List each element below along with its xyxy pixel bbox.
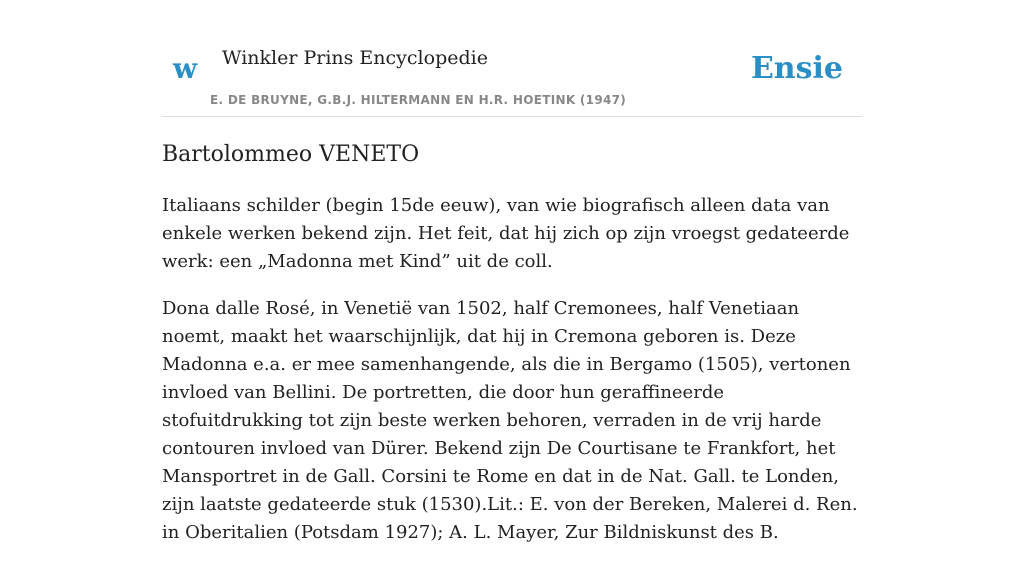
article-body [162,192,862,566]
paragraph: Italiaans schilder (begin 15de eeuw), van wie biografisch alleen data van enkele werken bekend zijn. Het feit, dat hij zich op zijn vroegst gedateerde werk: een „Madonna met Kind” uit de coll. [162,195,850,272]
site-title[interactable]: Winkler Prins Encyclopedie [222,47,488,69]
brand-logo[interactable]: Ensie [750,51,843,86]
logo-w-icon[interactable]: w [173,52,198,85]
authors-line: E. DE BRUYNE, G.B.J. HILTERMANN EN H.R. HOETINK (1947) [210,93,627,107]
paragraph: Dona dalle Rosé, in Venetië van 1502, half Cremonees, half Venetiaan noemt, maakt het waarschijnlijk, dat hij in Cremona geboren is. Deze Madonna e.a. er mee samenhangende, als die in Bergamo (1505), vertonen invloed van Bellini. De portretten, die door hun geraffineerde stofuitdrukking tot zijn beste werken behoren, verraden in de vrij harde contouren invloed van Dürer. Bekend zijn De Courtisane te Frankfort, het Mansportret in de Gall. Corsini te Rome en dat in de Nat. Gall. te Londen, zijn laatste gedateerde stuk (1530).Lit.: E. von der Bereken, Malerei d. Ren. in Oberitalien (Potsdam 1927); A. L. Mayer, Zur Bildniskunst des B. [162,298,858,543]
page-title: Bartolommeo VENETO [162,142,420,167]
site-header [162,0,862,117]
